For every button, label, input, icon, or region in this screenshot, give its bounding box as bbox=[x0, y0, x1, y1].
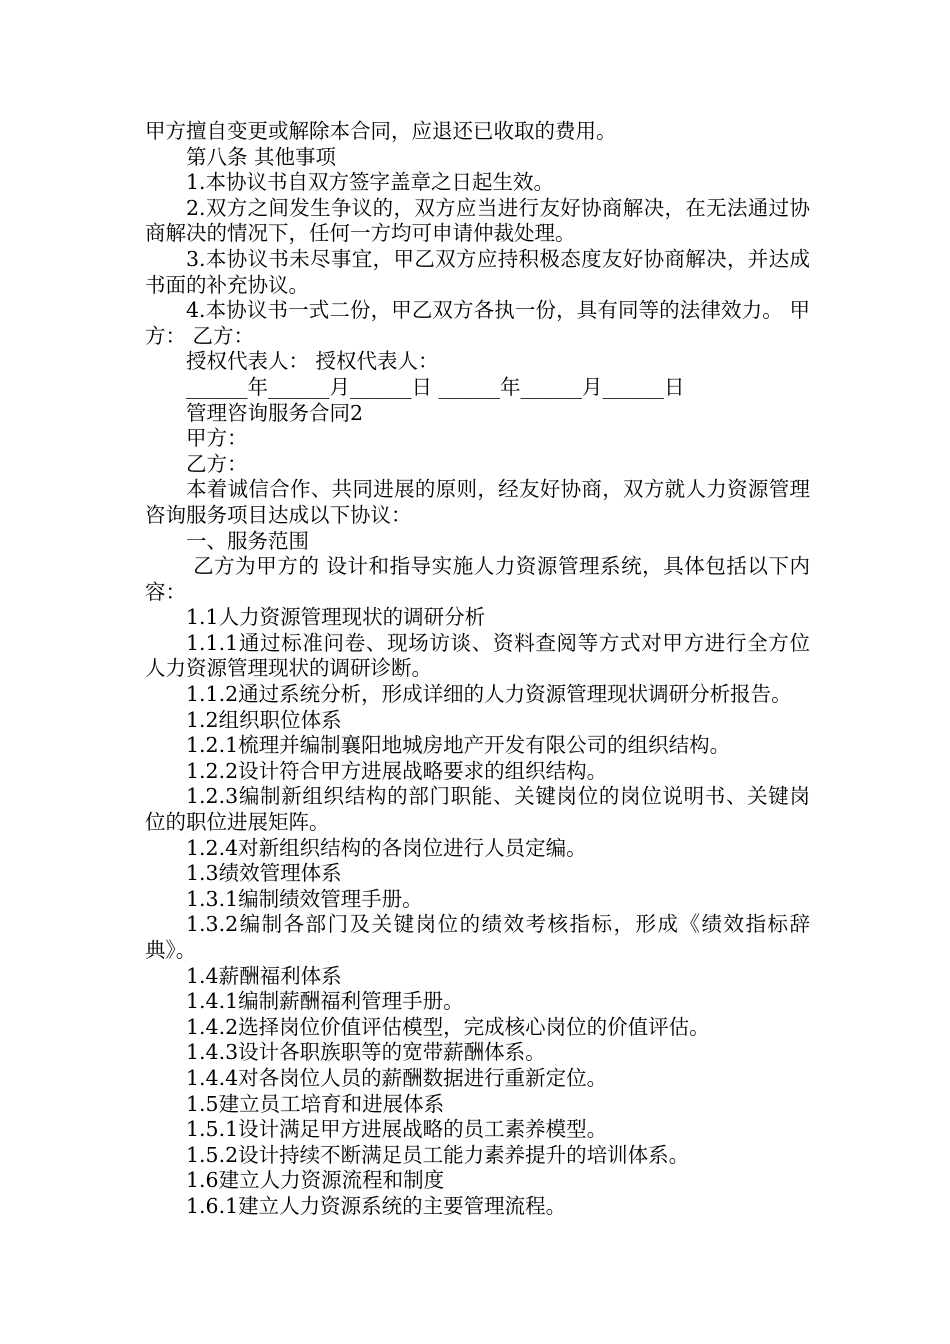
paragraph: 4.本协议书一式二份，甲乙双方各执一份，具有同等的法律效力。 甲方： 乙方： bbox=[145, 298, 810, 348]
list-item: 1.6.1建立人力资源系统的主要管理流程。 bbox=[186, 1193, 567, 1218]
list-item: 1.2.2设计符合甲方进展战略要求的组织结构。 bbox=[186, 758, 608, 783]
party-a-line: 甲方： bbox=[186, 426, 248, 451]
list-item: 1.5.1设计满足甲方进展战略的员工素养模型。 bbox=[186, 1117, 608, 1142]
contract-title: 管理咨询服务合同2 bbox=[186, 400, 364, 425]
paragraph: 乙方为甲方的 设计和指导实施人力资源管理系统，具体包括以下内容： bbox=[145, 554, 810, 604]
signature-line: 授权代表人： 授权代表人： bbox=[186, 349, 439, 374]
list-item: 1.3.2编制各部门及关键岗位的绩效考核指标，形成《绩效指标辞典》。 bbox=[145, 912, 810, 962]
list-item: 1.3绩效管理体系 bbox=[186, 861, 342, 886]
list-item: 1.1人力资源管理现状的调研分析 bbox=[186, 605, 486, 630]
list-item: 1.3.1编制绩效管理手册。 bbox=[186, 886, 423, 911]
paragraph: 3.本协议书未尽事宜，甲乙双方应持积极态度友好协商解决，并达成书面的补充协议。 bbox=[145, 246, 810, 297]
list-item: 1.5建立员工培育和进展体系 bbox=[186, 1091, 445, 1116]
list-item: 1.4.2选择岗位价值评估模型，完成核心岗位的价值评估。 bbox=[186, 1014, 710, 1039]
list-item: 1.4.4对各岗位人员的薪酬数据进行重新定位。 bbox=[186, 1065, 608, 1090]
party-b-line: 乙方： bbox=[186, 451, 248, 476]
list-item: 1.6建立人力资源流程和制度 bbox=[186, 1168, 445, 1193]
date-line: ______年______月______日 ______年______月______日 bbox=[186, 374, 685, 399]
list-item: 1.4.1编制薪酬福利管理手册。 bbox=[186, 989, 464, 1014]
list-item: 1.2.1梳理并编制襄阳地城房地产开发有限公司的组织结构。 bbox=[186, 733, 731, 758]
paragraph: 本着诚信合作、共同进展的原则，经友好协商，双方就人力资源管理咨询服务项目达成以下协议： bbox=[145, 477, 810, 527]
list-item: 1.4薪酬福利体系 bbox=[186, 963, 342, 988]
paragraph: 1.本协议书自双方签字盖章之日起生效。 bbox=[186, 170, 555, 195]
list-item: 1.5.2设计持续不断满足员工能力素养提升的培训体系。 bbox=[186, 1142, 690, 1167]
list-item: 1.1.1通过标准问卷、现场访谈、资料查阅等方式对甲方进行全方位人力资源管理现状的调研诊断。 bbox=[145, 630, 810, 681]
list-item: 1.2.3编制新组织结构的部门职能、关键岗位的岗位说明书、关键岗位的职位进展矩阵。 bbox=[145, 784, 810, 835]
section-heading-service-scope: 一、服务范围 bbox=[186, 528, 309, 553]
list-item: 1.2组织职位体系 bbox=[186, 707, 342, 732]
list-item: 1.2.4对新组织结构的各岗位进行人员定编。 bbox=[186, 835, 587, 860]
section-heading-article-8: 第八条 其他事项 bbox=[186, 144, 337, 169]
list-item: 1.4.3设计各职族职等的宽带薪酬体系。 bbox=[186, 1040, 546, 1065]
paragraph: 2.双方之间发生争议的，双方应当进行友好协商解决，在无法通过协商解决的情况下，任何一方均可申请仲裁处理。 bbox=[145, 195, 810, 246]
list-item: 1.1.2通过系统分析，形成详细的人力资源管理现状调研分析报告。 bbox=[186, 682, 792, 707]
paragraph: 甲方擅自变更或解除本合同，应退还已收取的费用。 bbox=[145, 119, 617, 143]
document-body bbox=[145, 119, 810, 1220]
